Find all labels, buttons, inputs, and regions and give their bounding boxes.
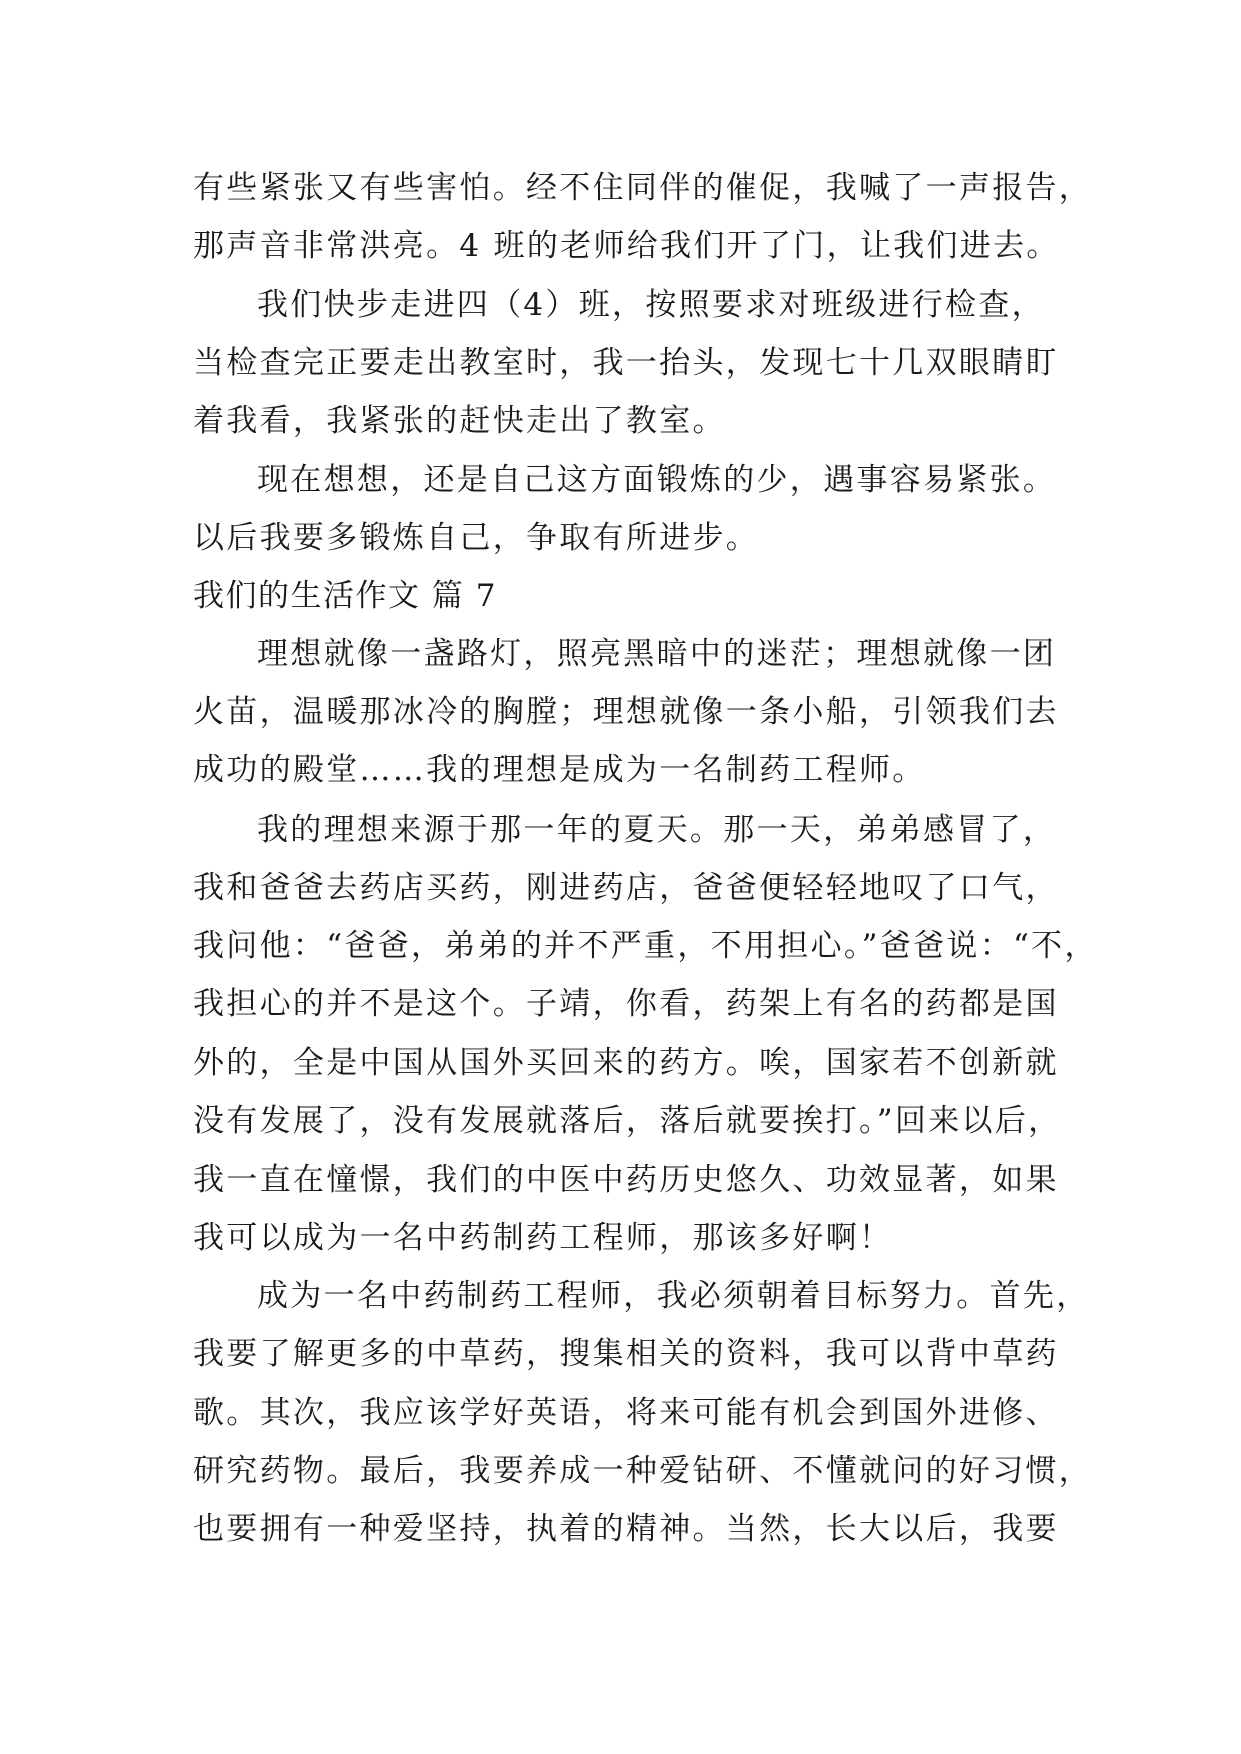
text-line: 以后我要多锻炼自己，争取有所进步。 <box>193 520 760 556</box>
text-line: 我的理想来源于那一年的夏天。那一天，弟弟感冒了， <box>257 812 1057 848</box>
text-line: 我问他：“爸爸，弟弟的并不严重，不用担心。”爸爸说：“不， <box>193 928 1098 964</box>
text-line: 那声音非常洪亮。4 班的老师给我们开了门，让我们进去。 <box>193 228 1060 264</box>
text-line: 理想就像一盏路灯，照亮黑暗中的迷茫；理想就像一团 <box>257 636 1057 672</box>
text-line: 现在想想，还是自己这方面锻炼的少，遇事容易紧张。 <box>257 462 1057 498</box>
text-line: 成为一名中药制药工程师，我必须朝着目标努力。首先， <box>257 1278 1090 1314</box>
text-line: 我一直在憧憬，我们的中医中药历史悠久、功效显著，如果 <box>193 1162 1059 1198</box>
text-line: 研究药物。最后，我要养成一种爱钻研、不懂就问的好习惯， <box>193 1453 1093 1489</box>
text-line: 我要了解更多的中草药，搜集相关的资料，我可以背中草药 <box>193 1336 1059 1372</box>
text-line: 有些紧张又有些害怕。经不住同伴的催促，我喊了一声报告， <box>193 170 1093 206</box>
text-line: 外的，全是中国从国外买回来的药方。唉，国家若不创新就 <box>193 1045 1059 1081</box>
text-line: 火苗，温暖那冰冷的胸膛；理想就像一条小船，引领我们去 <box>193 694 1059 730</box>
text-line: 我可以成为一名中药制药工程师，那该多好啊！ <box>193 1220 893 1256</box>
text-line: 没有发展了，没有发展就落后，落后就要挨打。”回来以后， <box>193 1103 1062 1139</box>
text-line: 也要拥有一种爱坚持，执着的精神。当然，长大以后，我要 <box>193 1511 1059 1547</box>
text-line: 我们快步走进四（4）班，按照要求对班级进行检查， <box>257 287 1045 323</box>
text-line: 当检查完正要走出教室时，我一抬头，发现七十几双眼睛盯 <box>193 345 1059 381</box>
text-line: 着我看，我紧张的赶快走出了教室。 <box>193 403 726 439</box>
text-line: 我担心的并不是这个。子靖，你看，药架上有名的药都是国 <box>193 986 1059 1022</box>
text-line: 歌。其次，我应该学好英语，将来可能有机会到国外进修、 <box>193 1395 1059 1431</box>
section-heading: 我们的生活作文 篇 7 <box>193 578 497 614</box>
text-line: 成功的殿堂……我的理想是成为一名制药工程师。 <box>193 752 926 788</box>
text-line: 我和爸爸去药店买药，刚进药店，爸爸便轻轻地叹了口气， <box>193 870 1059 906</box>
